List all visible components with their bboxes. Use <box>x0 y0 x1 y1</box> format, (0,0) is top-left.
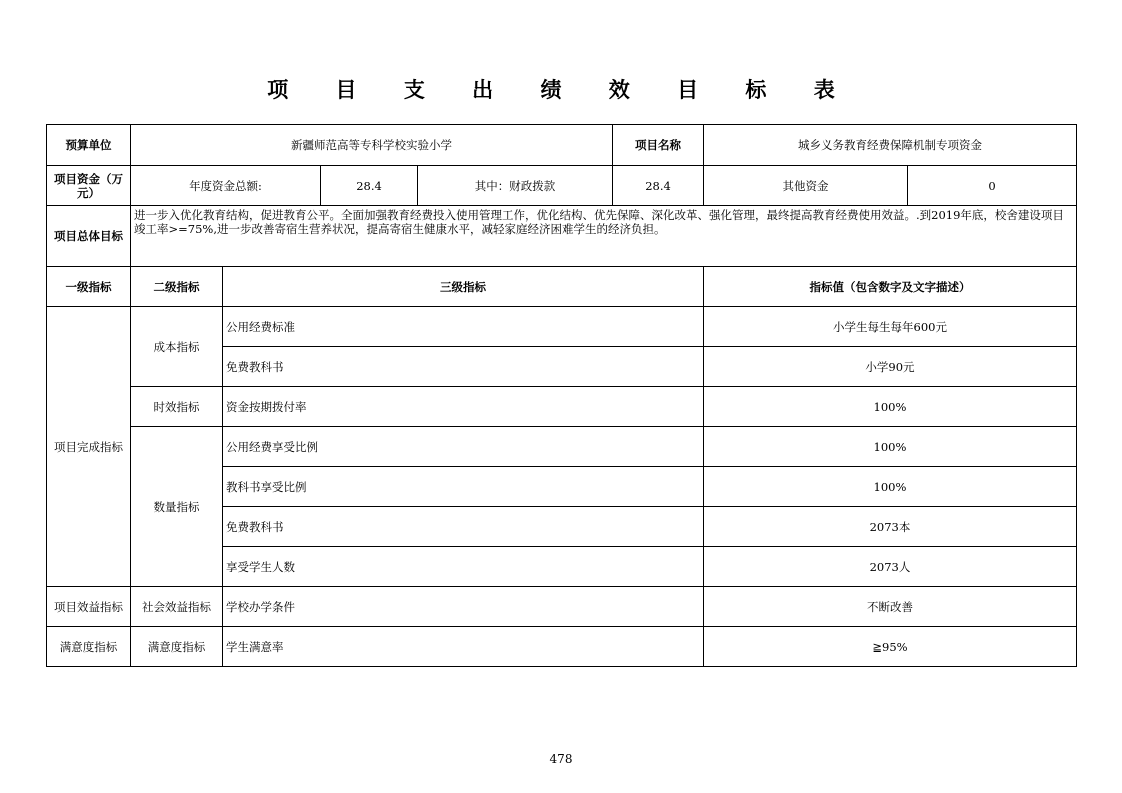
budget-unit-value: 新疆师范高等专科学校实验小学 <box>131 125 613 166</box>
indicator-name: 享受学生人数 <box>223 547 704 587</box>
level1-header: 一级指标 <box>47 267 131 307</box>
indicator-value: ≧95% <box>704 627 1077 667</box>
other-funds-value: 0 <box>908 166 1077 206</box>
indicator-value: 小学生每生每年600元 <box>704 307 1077 347</box>
indicator-value: 不断改善 <box>704 587 1077 627</box>
indicator-value: 100% <box>704 387 1077 427</box>
indicator-name: 学生满意率 <box>223 627 704 667</box>
indicator-value: 100% <box>704 427 1077 467</box>
overall-goal-row <box>47 206 1077 267</box>
indicator-name: 资金按期拨付率 <box>223 387 704 427</box>
fiscal-value: 28.4 <box>613 166 704 206</box>
other-funds-label: 其他资金 <box>704 166 908 206</box>
overall-goal-label: 项目总体目标 <box>47 206 131 267</box>
completion-indicator-label: 项目完成指标 <box>47 307 131 587</box>
indicator-value: 100% <box>704 467 1077 507</box>
table-row <box>47 427 1077 467</box>
funding-label: 项目资金（万元） <box>47 166 131 206</box>
indicator-name: 教科书享受比例 <box>223 467 704 507</box>
fiscal-label: 其中：财政拨款 <box>418 166 613 206</box>
page-title: 项 目 支 出 绩 效 目 标 表 <box>267 78 855 102</box>
performance-table <box>46 124 1077 667</box>
level3-header: 三级指标 <box>223 267 704 307</box>
quantity-indicator-label: 数量指标 <box>131 427 223 587</box>
project-name-label: 项目名称 <box>613 125 704 166</box>
indicator-name: 免费教科书 <box>223 507 704 547</box>
indicator-name: 公用经费享受比例 <box>223 427 704 467</box>
benefit-indicator-label: 项目效益指标 <box>47 587 131 627</box>
table-row <box>47 627 1077 667</box>
table-row <box>47 307 1077 347</box>
annual-total-value: 28.4 <box>321 166 418 206</box>
satisfaction-indicator-label: 满意度指标 <box>47 627 131 667</box>
funding-row <box>47 166 1077 206</box>
annual-total-label: 年度资金总额: <box>131 166 321 206</box>
social-benefit-label: 社会效益指标 <box>131 587 223 627</box>
satisfaction-sub-label: 满意度指标 <box>131 627 223 667</box>
project-name-value: 城乡义务教育经费保障机制专项资金 <box>704 125 1077 166</box>
timeliness-indicator-label: 时效指标 <box>131 387 223 427</box>
indicator-name: 免费教科书 <box>223 347 704 387</box>
indicator-name: 学校办学条件 <box>223 587 704 627</box>
column-header-row <box>47 267 1077 307</box>
indicator-value: 2073本 <box>704 507 1077 547</box>
page-number: 478 <box>549 752 573 766</box>
table-row <box>47 587 1077 627</box>
level2-header: 二级指标 <box>131 267 223 307</box>
indicator-value: 小学90元 <box>704 347 1077 387</box>
table-row <box>47 387 1077 427</box>
cost-indicator-label: 成本指标 <box>131 307 223 387</box>
header-row <box>47 125 1077 166</box>
value-header: 指标值（包含数字及文字描述） <box>704 267 1077 307</box>
indicator-value: 2073人 <box>704 547 1077 587</box>
overall-goal-text: 进一步入优化教育结构，促进教育公平。全面加强教育经费投入使用管理工作，优化结构、优先保障、深化改革、强化管理，最终提高教育经费使用效益。.到2019年底，校舍建设项目竣工率>=75%,进一步改善寄宿生营养状况，提高寄宿生健康水平，减轻家庭经济困难学生的经济负担。 <box>131 206 1077 267</box>
indicator-name: 公用经费标准 <box>223 307 704 347</box>
budget-unit-label: 预算单位 <box>47 125 131 166</box>
